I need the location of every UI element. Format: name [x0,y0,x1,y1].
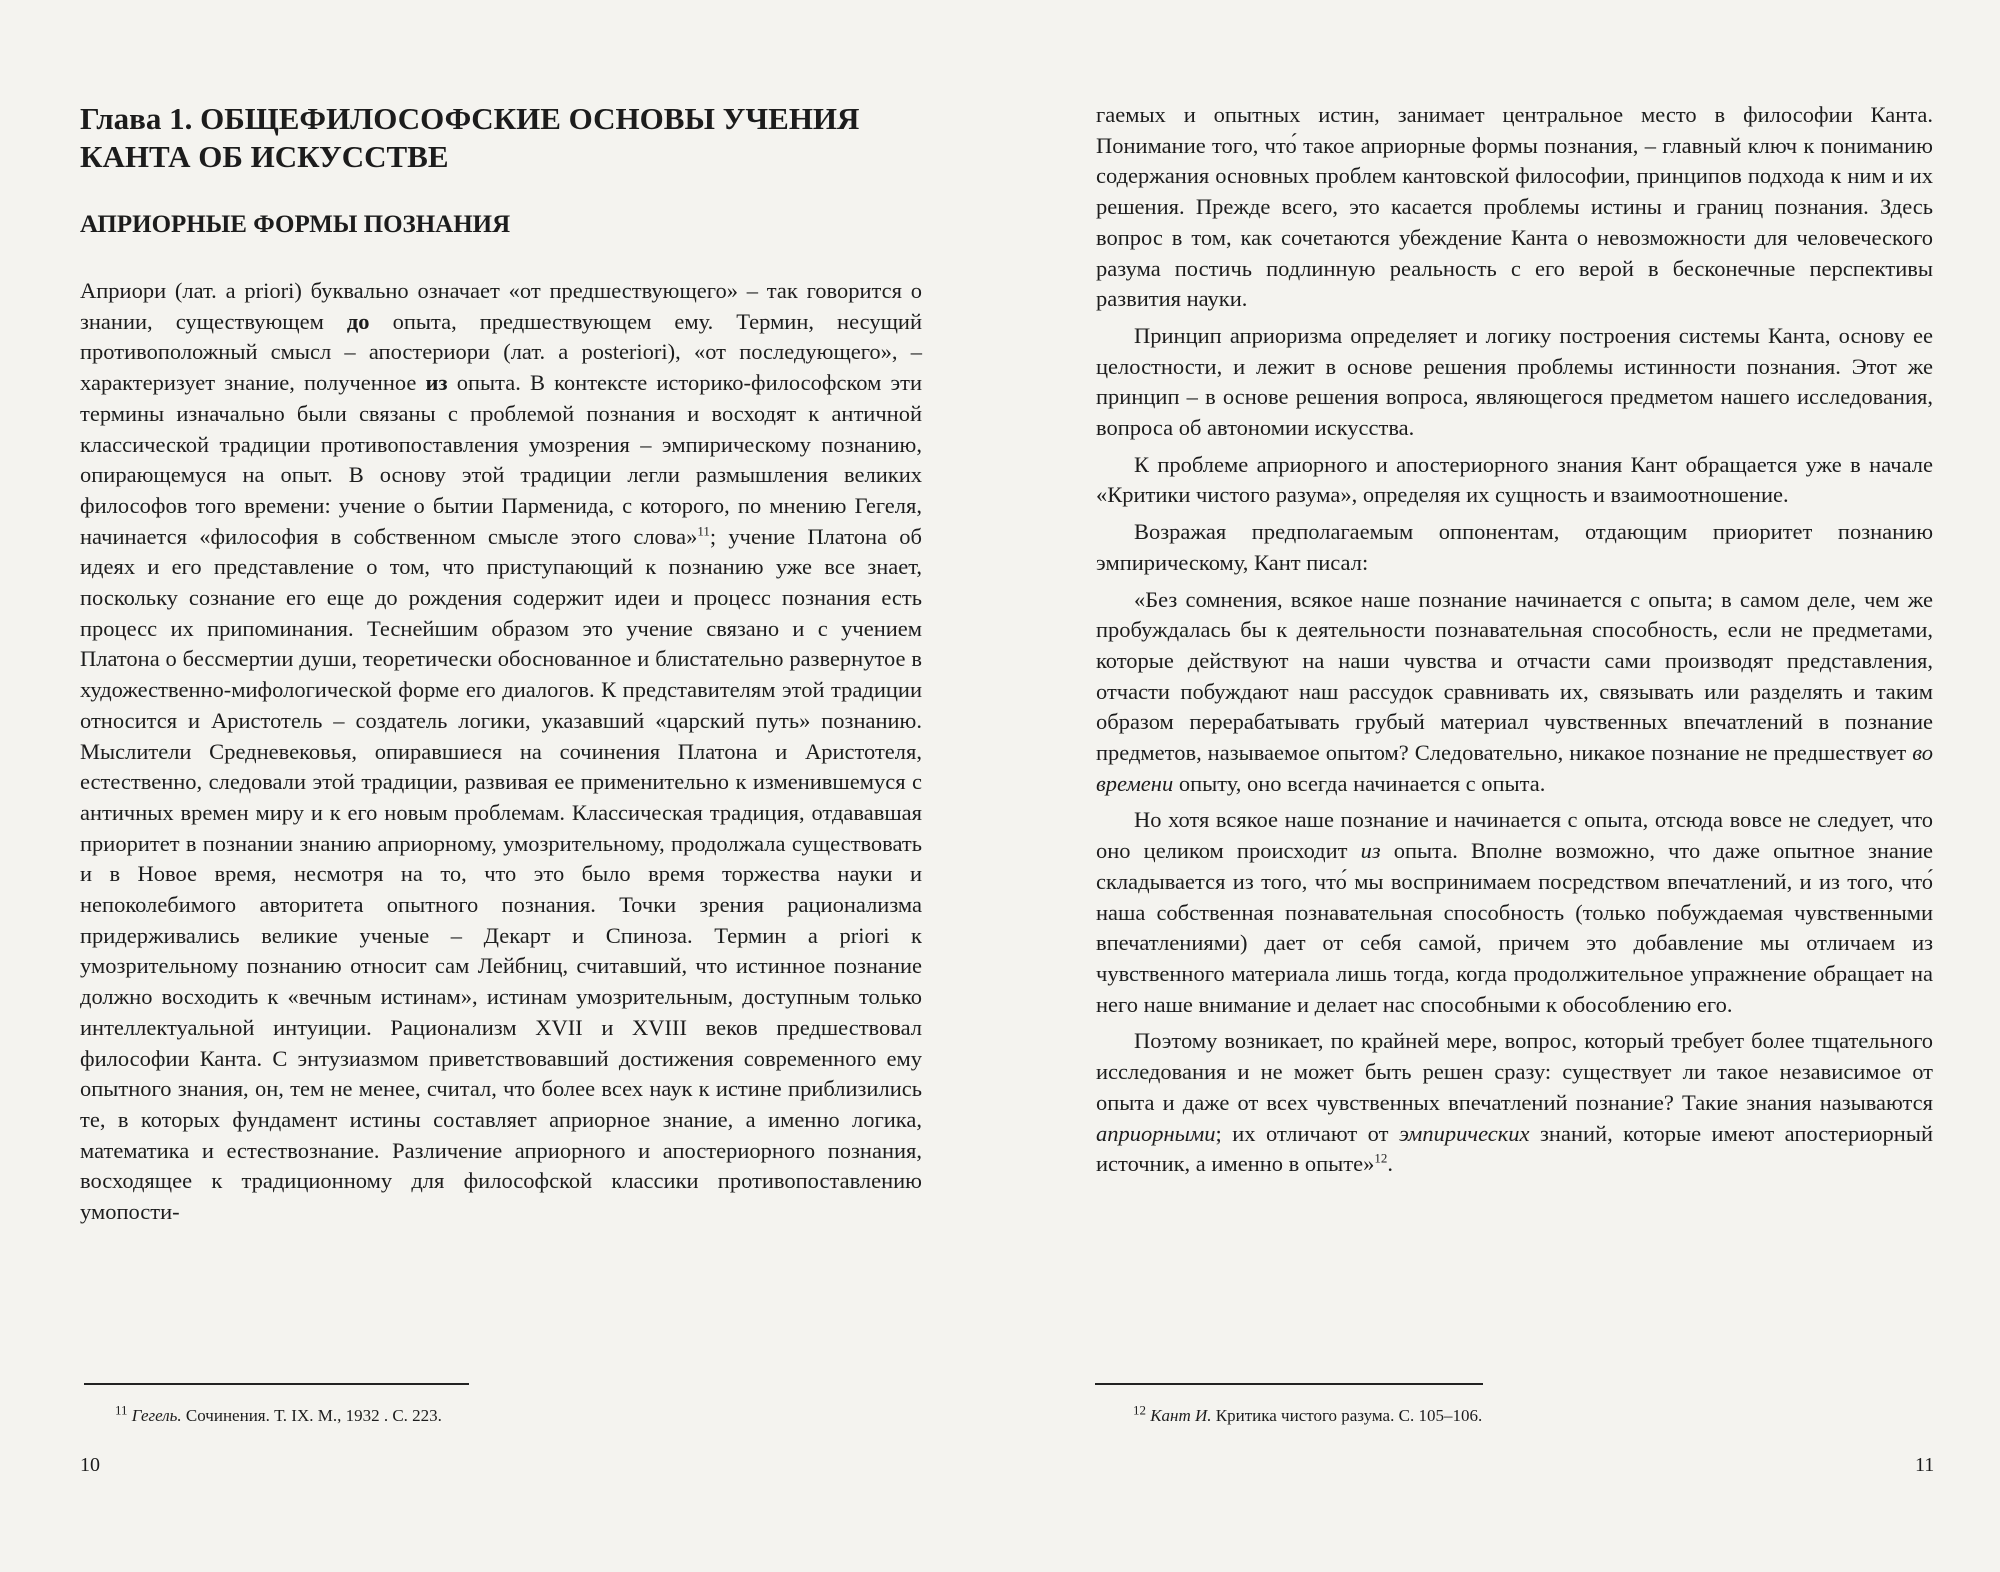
footnote-text: Сочинения. Т. IX. М., 1932 . С. 223. [181,1406,442,1425]
text-run: . [1387,1151,1393,1177]
chapter-title [80,100,922,176]
page-number-right: 11 [1915,1454,1935,1476]
footnote-author: Гегель. [131,1406,182,1425]
right-paragraph-3: К проблеме априорного и апостериорного знания Кант обращается уже в начале «Критики чистого разума», определяя их сущность и взаимоотношение. [1096,451,1933,508]
text-run: знаний, которые имеют апостериорный источник, а именно в опыте» [1096,1120,1933,1177]
text-run: Априори (лат. a priori) буквально означает «от предшествующего» – так говорится о знании, существующем [80,278,922,334]
text-run: «Без сомнения, всякое наше познание начинается с опыта; в самом деле, чем же пробуждалась бы к деятельности познавательная способность, если не предметами, которые действуют на наши чувства и отчасти сами производят представления, отчасти побуждают наш рассудок сравнивать их, связывать или разделять и таким образом перерабатывать грубый материал чувственных впечатлений в познание предметов, называемое опытом? Следовательно, никакое познание не предшествует [1096,586,1933,766]
footnote-ref-12: 12 [1374,1150,1388,1166]
right-paragraph-7-quote [1096,1026,1933,1180]
section-title: АПРИОРНЫЕ ФОРМЫ ПОЗНАНИЯ [80,211,511,238]
text-run: опыта. Вполне возможно, что даже опытное знание складывается из того, что́ мы воспринимаем посредством впечатлений, и из того, что́ наша собственная познавательная способность (только побуждаемая чувственными впечатлениями) дает от себя самой, причем это добавление мы отличаем из чувственного материала лишь тогда, когда продолжительное упражнение обращает на него наше внимание и делает нас способными к обособлению его. [1096,838,1933,1017]
right-page-column [1096,100,1933,1180]
text-run: ; учение Платона об идеях и его представление о том, что приступающий к познанию уже все знает, поскольку сознание его еще до рождения содержит идеи и процесс познания есть процесс их припоминания. Теснейшим образом это учение связано и с учением Платона о бессмертии души, теоретически обоснованное и блистательно развернутое в художественно-мифологической форме его диалогов. К представителям этой традиции относится и Аристотель – создатель логики, указавший «царский путь» познанию. Мыслители Средневековья, опиравшиеся на сочинения Платона и Аристотеля, естественно, следовали этой традиции, развивая ее применительно к изменившемуся с античных времен миру и к его новым проблемам. Классическая традиция, отдававшая приоритет в познании знанию априорному, умозрительному, продолжала существовать и в Новое время, несмотря на то, что это было время торжества науки и непоколебимого авторитета опытного познания. Точки зрения рационализма придерживались великие ученые – Декарт и Спиноза. Термин a priori к умозрительному познанию относит сам Лейбниц, считавший, что истинное познание должно восходить к «вечным истинам», истинам умозрительным, доступным только интеллектуальной интуиции. Рационализм XVII и XVIII веков предшествовал философии Канта. С энтузиазмом приветствовавший достижения современного ему опытного знания, он, тем не менее, считал, что более всех наук к истине приблизились те, в которых фундамент истины составляет априорное знание, а именно логика, математика и естествознание. Различение априорного и апостериорного познания, восходящее к традиционному для философской классики противопоставлению умопости- [80,523,922,1225]
italic-run: эмпирических [1398,1120,1530,1146]
footnote-number: 12 [1133,1402,1146,1418]
right-paragraph-5-quote [1096,585,1933,800]
left-paragraph-1 [80,276,922,1228]
italic-run: из [1360,838,1381,864]
right-page [1000,0,2000,1572]
text-run: опыта, предшествующем ему. Термин, несущий противоположный смысл – апостериори (лат. a posteriori), «от последующего», – характеризует знание, полученное [80,308,922,396]
text-run: опыту, оно всегда начинается с опыта. [1173,770,1546,796]
footnote-number: 11 [115,1402,128,1418]
right-paragraph-6-quote [1096,805,1933,1020]
right-body-text [1096,100,1933,1180]
italic-run: априорными [1096,1120,1216,1146]
page-number-left: 10 [80,1454,100,1476]
footnote-author: Кант И. [1150,1406,1212,1425]
left-page-column [80,100,922,1228]
text-run: Но хотя всякое наше познание и начинается с опыта, отсюда вовсе не следует, что оно целиком происходит [1096,807,1933,864]
bold-run: из [425,370,448,396]
footnote-text: Критика чистого разума. С. 105–106. [1211,1406,1483,1425]
text-run: опыта. В контексте историко-философском эти термины изначально были связаны с проблемой познания и восходят к античной классической традиции противопоставления умозрения – эмпирическому познанию, опирающемуся на опыт. В основу этой традиции легли размышления великих философов того времени: учение о бытии Парменида, с которого, по мнению Гегеля, начинается «философия в собственном смысле этого слова» [80,370,923,549]
right-paragraph-4: Возражая предполагаемым оппонентам, отдающим приоритет познанию эмпирическому, Кант писал: [1096,519,1933,575]
italic-run: во времени [1096,740,1933,796]
chapter-title-line-1: Глава 1. ОБЩЕФИЛОСОФСКИЕ ОСНОВЫ УЧЕНИЯ [80,101,860,136]
left-body-text [80,276,922,1228]
footnote-12 [1133,1402,1483,1427]
footnote-11 [115,1402,442,1427]
bold-run: до [346,308,370,334]
footnote-divider [1095,1383,1483,1385]
footnote-ref-11: 11 [697,523,710,539]
chapter-title-line-2: КАНТА ОБ ИСКУССТВЕ [80,139,449,174]
right-paragraph-2: Принцип априоризма определяет и логику построения системы Канта, основу ее целостности, и лежит в основе решения проблемы истинности познания. Этот же принцип – в основе решения вопроса, являющегося предметом нашего исследования, вопроса об автономии искусства. [1096,322,1933,441]
footnote-divider [84,1383,469,1385]
right-paragraph-1: гаемых и опытных истин, занимает центральное место в философии Канта. Понимание того, что́ такое априорные формы познания, – главный ключ к пониманию содержания основных проблем кантовской философии, принципов подхода к ним и их решения. Прежде всего, это касается проблемы истины и границ познания. Здесь вопрос в том, как сочетаются убеждение Канта о невозможности для человеческого разума постичь подлинную реальность с его верой в бесконечные перспективы развития науки. [1096,102,1933,312]
text-run: ; их отличают от [1215,1120,1399,1146]
text-run: Поэтому возникает, по крайней мере, вопрос, который требует более тщательного исследования и не может быть решен сразу: существует ли такое независимое от опыта и даже от всех чувственных впечатлений познание? Такие знания называются [1096,1028,1933,1115]
